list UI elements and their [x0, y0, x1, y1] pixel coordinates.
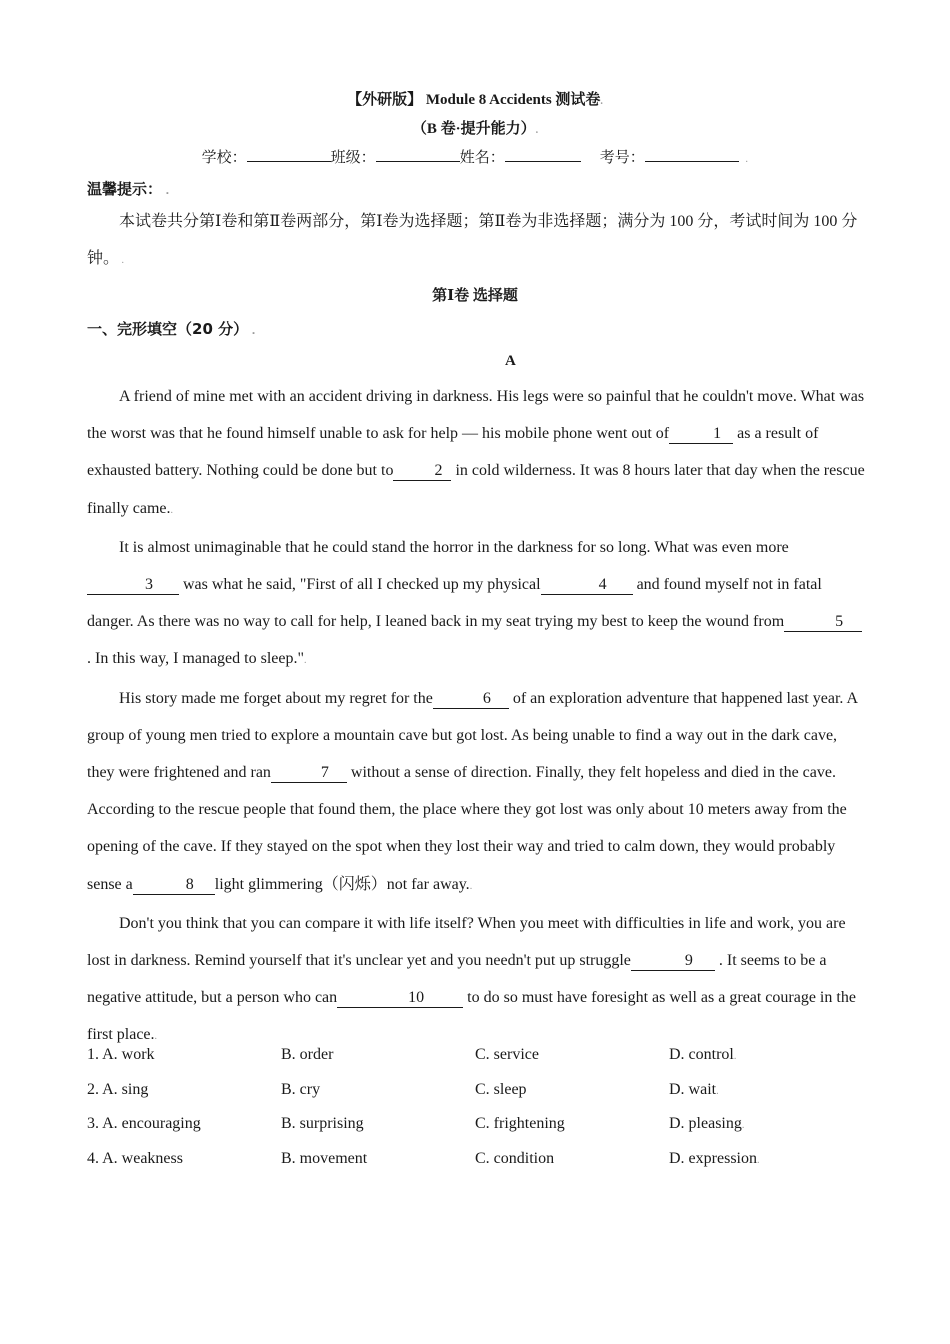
name-label: 姓名：	[459, 148, 505, 166]
option-a[interactable]: 1. A. work	[87, 1046, 155, 1063]
exam-no-blank[interactable]	[645, 147, 739, 162]
cloze-blank-10[interactable]: 10	[337, 989, 463, 1008]
question-row	[87, 1115, 867, 1150]
cloze-blank-6[interactable]: 6	[433, 690, 509, 709]
exam-subtitle: （B 卷·提升能力）.	[411, 121, 539, 137]
option-d[interactable]: D. expression.	[669, 1149, 760, 1167]
cloze-blank-4[interactable]: 4	[541, 576, 633, 595]
passage-title: A	[505, 353, 516, 369]
option-c[interactable]: C. sleep	[475, 1080, 527, 1098]
part-heading: 一、完形填空（20 分） .	[87, 320, 256, 338]
passage-paragraph-2: It is almost unimaginable that he could stand the horror in the darkness for so long. What was even more3 was what he said, "First of all I checked up my physical 4 and found myself not in fatal danger. As there was no way to call for help, I leaned back in my seat trying my best to keep the wound from 5 . In this way, I managed to sleep.".	[87, 529, 867, 680]
exam-no-label: 考号：	[599, 148, 645, 166]
option-b[interactable]: B. cry	[281, 1080, 321, 1098]
option-b[interactable]: B. surprising	[281, 1115, 364, 1132]
exam-title: 【外研版】 Module 8 Accidents 测试卷.	[347, 92, 603, 108]
option-b[interactable]: B. movement	[281, 1149, 368, 1167]
cloze-blank-9[interactable]: 9	[631, 952, 715, 971]
option-a[interactable]: 2. A. sing	[87, 1080, 149, 1098]
tips-text: 本试卷共分第Ⅰ卷和第Ⅱ卷两部分，第Ⅰ卷为选择题；第Ⅱ卷为非选择题；满分为 100 分，考试时间为 100 分钟。 .	[87, 213, 858, 267]
question-row	[87, 1150, 867, 1185]
option-d[interactable]: D. wait.	[669, 1080, 719, 1098]
cloze-blank-5[interactable]: 5	[784, 613, 862, 632]
cloze-blank-2[interactable]: 2	[393, 462, 451, 481]
option-c[interactable]: C. condition	[475, 1149, 555, 1167]
school-blank[interactable]	[247, 147, 331, 162]
student-info-line: 学校： 班级： 姓名： 考号： .	[201, 148, 749, 166]
cloze-passage	[87, 378, 867, 1056]
school-label: 学校：	[201, 148, 247, 166]
cloze-blank-1[interactable]: 1	[669, 425, 733, 444]
option-c[interactable]: C. service	[475, 1046, 539, 1063]
section-heading: 第Ⅰ卷 选择题	[432, 288, 518, 304]
passage-paragraph-4: Don't you think that you can compare it with life itself? When you meet with difficulties in life and work, you are lost in darkness. Remind yourself that it's unclear yet and you needn't put up struggle 9 . It seems to be a negative attitude, but a person who can 10 to do so must have foresight as well as a great courage in the first place..	[87, 914, 856, 1044]
option-d[interactable]: D. pleasing.	[669, 1115, 745, 1132]
cloze-blank-7[interactable]: 7	[271, 764, 347, 783]
option-d[interactable]: D. control.	[669, 1046, 737, 1063]
passage-paragraph-1: A friend of mine met with an accident driving in darkness. His legs were so painful that he couldn't move. What was the worst was that he found himself unable to ask for help — his mobile phone went out of 1 as a result of exhausted battery. Nothing could be done but to 2 in cold wilderness. It was 8 hours later that day when the rescue finally came..	[87, 388, 865, 517]
name-blank[interactable]	[505, 147, 581, 162]
class-label: 班级：	[330, 148, 376, 166]
option-a[interactable]: 4. A. weakness	[87, 1149, 183, 1167]
question-row	[87, 1081, 867, 1116]
tips-label: 温馨提示： .	[87, 180, 170, 198]
question-options	[87, 1046, 867, 1184]
class-blank[interactable]	[376, 147, 460, 162]
option-c[interactable]: C. frightening	[475, 1115, 565, 1132]
option-a[interactable]: 3. A. encouraging	[87, 1115, 201, 1132]
cloze-blank-3[interactable]: 3	[87, 576, 179, 595]
passage-paragraph-3: His story made me forget about my regret for the 6 of an exploration adventure that happened last year. A group of young men tried to explore a mountain cave but got lost. As being unable to find a way out in the dark cave, they were frightened and ran 7 without a sense of direction. Finally, they felt hopeless and died in the cave. According to the rescue people that found them, the place where they got lost was only about 10 meters away from the opening of the cave. If they stayed on the spot when they lost their way and tried to calm down, they would probably sense a 8 light glimmering（闪烁）not far away..	[87, 689, 858, 893]
cloze-blank-8[interactable]: 8	[133, 876, 215, 895]
option-b[interactable]: B. order	[281, 1046, 334, 1063]
question-row	[87, 1046, 867, 1081]
